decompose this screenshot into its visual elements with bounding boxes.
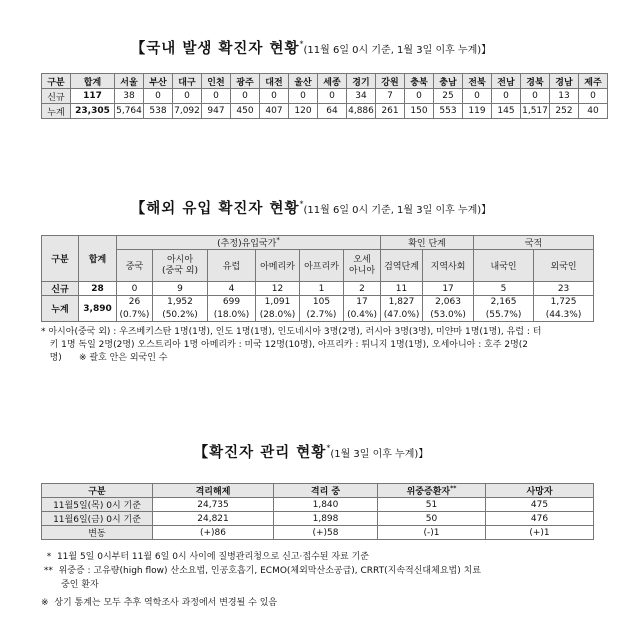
table-header-row bbox=[42, 236, 594, 250]
table-cell: 538 bbox=[144, 104, 173, 119]
table-cell: 0 bbox=[117, 282, 153, 296]
oceania-label: 오세 bbox=[353, 254, 371, 265]
table-cell: 5,764 bbox=[115, 104, 144, 119]
header-cell: 경남 bbox=[550, 74, 579, 89]
row-label: 11월6일(금) 0시 기준 bbox=[42, 512, 153, 526]
note-line: * 11월 5일 0시부터 11월 6일 0시 사이에 질병관리청으로 신고·접수된 자료 기준 bbox=[41, 552, 369, 562]
header-cell: 강원 bbox=[376, 74, 405, 89]
table-header-row bbox=[42, 484, 594, 498]
section1-title-sup: * bbox=[299, 39, 304, 49]
table-cell: 1 bbox=[300, 282, 344, 296]
table-cell: 0 bbox=[144, 89, 173, 104]
section1-title bbox=[0, 37, 622, 58]
header-cell: 대전 bbox=[260, 74, 289, 89]
table-row bbox=[42, 498, 594, 512]
header-cell: 전남 bbox=[492, 74, 521, 89]
table-cell: 0 bbox=[231, 89, 260, 104]
table-cell: 13 bbox=[550, 89, 579, 104]
header-nation-group: 국적 bbox=[474, 236, 594, 250]
note-line: ** 위중증 : 고유량(high flow) 산소요법, 인공호흡기, ECMO(체외막산소공급), CRRT(지속적신대체요법) 치료 bbox=[41, 566, 481, 576]
table-cell: 407 bbox=[260, 104, 289, 119]
management-notes bbox=[41, 550, 481, 610]
table-cell: 2,165 bbox=[474, 296, 534, 309]
row-label: 누계 bbox=[42, 104, 71, 119]
table-cell: 261 bbox=[376, 104, 405, 119]
header-cell: 합계 bbox=[71, 74, 115, 89]
table-cell: 450 bbox=[231, 104, 260, 119]
table-row-new bbox=[42, 282, 594, 296]
note-line: 중인 환자 bbox=[41, 580, 99, 590]
asia-label: 아시아 bbox=[166, 254, 194, 265]
header-cell: 중국 bbox=[117, 250, 153, 282]
row-label: 11월5일(목) 0시 기준 bbox=[42, 498, 153, 512]
table-cell: (0.7%) bbox=[117, 309, 153, 322]
note-line: 명) ※ 괄호 안은 외국인 수 bbox=[41, 353, 168, 363]
origin-group-label: (추정)유입국가 bbox=[217, 239, 277, 249]
table-cell: (53.0%) bbox=[423, 309, 474, 322]
header-cell: 구분 bbox=[42, 74, 71, 89]
header-cell: 울산 bbox=[289, 74, 318, 89]
table-cell: 947 bbox=[202, 104, 231, 119]
section3-title bbox=[0, 441, 622, 462]
table-cell: (47.0%) bbox=[381, 309, 423, 322]
table-cell: 0 bbox=[260, 89, 289, 104]
table-cell: 1,840 bbox=[274, 498, 378, 512]
table-cell: 476 bbox=[486, 512, 594, 526]
table-row-cumulative bbox=[42, 104, 608, 119]
table-cell: 34 bbox=[347, 89, 376, 104]
table-cell: (55.7%) bbox=[474, 309, 534, 322]
header-cell: 전북 bbox=[463, 74, 492, 89]
table-cell: 11 bbox=[381, 282, 423, 296]
table-cell: 475 bbox=[486, 498, 594, 512]
header-cell bbox=[153, 250, 208, 282]
section2-title-sup: * bbox=[299, 199, 304, 209]
table-cell: (0.4%) bbox=[344, 309, 381, 322]
table-row bbox=[42, 512, 594, 526]
table-cell: 25 bbox=[434, 89, 463, 104]
table-cell: (28.0%) bbox=[256, 309, 300, 322]
table-row-cumulative bbox=[42, 296, 594, 309]
asia-label-2: (중국 외) bbox=[162, 265, 198, 276]
header-cell: 인천 bbox=[202, 74, 231, 89]
table-cell: 12 bbox=[256, 282, 300, 296]
header-cell: 경기 bbox=[347, 74, 376, 89]
header-cell: 검역단계 bbox=[381, 250, 423, 282]
critical-label: 위중증환자 bbox=[406, 487, 451, 497]
table-cell: 50 bbox=[378, 512, 486, 526]
header-cell bbox=[378, 484, 486, 498]
section3-title-main: 【확진자 관리 현황 bbox=[193, 445, 327, 461]
section2-title bbox=[0, 197, 622, 218]
header-cell: 부산 bbox=[144, 74, 173, 89]
header-cell: 제주 bbox=[579, 74, 608, 89]
note-line: ※ 상기 통계는 모두 추후 역학조사 과정에서 변경될 수 있음 bbox=[41, 598, 278, 608]
table-cell: 26 bbox=[117, 296, 153, 309]
table-header-row bbox=[42, 74, 608, 89]
header-gubun: 구분 bbox=[42, 236, 79, 282]
table-cell: 0 bbox=[521, 89, 550, 104]
table-cell: 17 bbox=[344, 296, 381, 309]
table-cell: 23,305 bbox=[71, 104, 115, 119]
header-cell: 아메리카 bbox=[256, 250, 300, 282]
header-total: 합계 bbox=[79, 236, 117, 282]
table-cell: 1,827 bbox=[381, 296, 423, 309]
table-row-new bbox=[42, 89, 608, 104]
table-cell: (44.3%) bbox=[534, 309, 594, 322]
header-cell: 충남 bbox=[434, 74, 463, 89]
header-cell bbox=[344, 250, 381, 282]
header-cell: 사망자 bbox=[486, 484, 594, 498]
table-cell: (+)1 bbox=[486, 526, 594, 540]
origin-group-sup: * bbox=[276, 236, 280, 244]
table-cell: (2.7%) bbox=[300, 309, 344, 322]
table-cell: 120 bbox=[289, 104, 318, 119]
table-cell: 38 bbox=[115, 89, 144, 104]
table-cell: 0 bbox=[318, 89, 347, 104]
table-cell: 7,092 bbox=[173, 104, 202, 119]
table-cell: (-)1 bbox=[378, 526, 486, 540]
overseas-cases-table bbox=[41, 235, 594, 322]
row-label: 신규 bbox=[42, 282, 79, 296]
table-cell: 145 bbox=[492, 104, 521, 119]
table-cell: 4 bbox=[208, 282, 256, 296]
header-cell: 외국인 bbox=[534, 250, 594, 282]
table-cell: 5 bbox=[474, 282, 534, 296]
section1-title-main: 【국내 발생 확진자 현황 bbox=[130, 41, 300, 57]
table-cell: 9 bbox=[153, 282, 208, 296]
note-line: 키 1명 독일 2명(2명) 오스트리아 1명 아메리카 : 미국 12명(10명), 아프리카 : 튀니지 1명(1명), 오세아니아 : 호주 2명(2 bbox=[41, 340, 529, 350]
row-label: 누계 bbox=[42, 296, 79, 322]
critical-sup: ** bbox=[450, 485, 457, 492]
table-cell: 252 bbox=[550, 104, 579, 119]
table-cell: 24,821 bbox=[153, 512, 274, 526]
header-cell: 격리해제 bbox=[153, 484, 274, 498]
table-cell: (+)86 bbox=[153, 526, 274, 540]
table-cell: 28 bbox=[79, 282, 117, 296]
table-row-percent bbox=[42, 309, 594, 322]
table-cell: 1,898 bbox=[274, 512, 378, 526]
table-cell: 553 bbox=[434, 104, 463, 119]
row-label: 신규 bbox=[42, 89, 71, 104]
header-cell: 대구 bbox=[173, 74, 202, 89]
table-cell: 117 bbox=[71, 89, 115, 104]
table-cell: 3,890 bbox=[79, 296, 117, 322]
header-cell: 세종 bbox=[318, 74, 347, 89]
table-cell: 40 bbox=[579, 104, 608, 119]
domestic-cases-table bbox=[41, 73, 608, 119]
header-cell: 경북 bbox=[521, 74, 550, 89]
case-management-table bbox=[41, 483, 594, 540]
header-cell: 아프리카 bbox=[300, 250, 344, 282]
table-cell: 0 bbox=[202, 89, 231, 104]
table-cell: 1,725 bbox=[534, 296, 594, 309]
header-cell: 격리 중 bbox=[274, 484, 378, 498]
table-cell: 1,091 bbox=[256, 296, 300, 309]
table-row-change bbox=[42, 526, 594, 540]
table-cell: 0 bbox=[463, 89, 492, 104]
table-cell: 105 bbox=[300, 296, 344, 309]
table-cell: 0 bbox=[579, 89, 608, 104]
header-cell: 내국인 bbox=[474, 250, 534, 282]
section2-title-main: 【해외 유입 확진자 현황 bbox=[130, 201, 300, 217]
table-cell: (18.0%) bbox=[208, 309, 256, 322]
section1-title-sub: (11월 6일 0시 기준, 1월 3일 이후 누계)】 bbox=[303, 45, 492, 56]
table-cell: 0 bbox=[405, 89, 434, 104]
table-cell: 23 bbox=[534, 282, 594, 296]
table-cell: 2,063 bbox=[423, 296, 474, 309]
note-line: * 아시아(중국 외) : 우즈베키스탄 1명(1명), 인도 1명(1명), 인도네시아 3명(2명), 러시아 3명(3명), 미얀마 1명(1명), 유럽 : 터 bbox=[41, 327, 542, 337]
table-subheader-row bbox=[42, 250, 594, 282]
overseas-notes bbox=[41, 326, 541, 365]
table-cell: 17 bbox=[423, 282, 474, 296]
header-cell: 지역사회 bbox=[423, 250, 474, 282]
header-cell: 충북 bbox=[405, 74, 434, 89]
section3-title-sub: (1월 3일 이후 누계)】 bbox=[330, 449, 429, 460]
header-cell: 유럽 bbox=[208, 250, 256, 282]
table-cell: 64 bbox=[318, 104, 347, 119]
table-cell: 51 bbox=[378, 498, 486, 512]
table-cell: 7 bbox=[376, 89, 405, 104]
table-cell: 150 bbox=[405, 104, 434, 119]
table-cell: 119 bbox=[463, 104, 492, 119]
table-cell: 0 bbox=[492, 89, 521, 104]
section2-title-sub: (11월 6일 0시 기준, 1월 3일 이후 누계)】 bbox=[303, 205, 492, 216]
header-cell: 구분 bbox=[42, 484, 153, 498]
table-cell: 2 bbox=[344, 282, 381, 296]
table-cell: (50.2%) bbox=[153, 309, 208, 322]
row-label: 변동 bbox=[42, 526, 153, 540]
section3-title-sup: * bbox=[326, 443, 331, 453]
header-cell: 광주 bbox=[231, 74, 260, 89]
oceania-label-2: 아니아 bbox=[348, 265, 376, 276]
header-cell: 서울 bbox=[115, 74, 144, 89]
table-cell: 24,735 bbox=[153, 498, 274, 512]
table-cell: 699 bbox=[208, 296, 256, 309]
table-cell: 0 bbox=[173, 89, 202, 104]
header-origin-group bbox=[117, 236, 381, 250]
table-cell: 1,517 bbox=[521, 104, 550, 119]
table-cell: (+)58 bbox=[274, 526, 378, 540]
table-cell: 0 bbox=[289, 89, 318, 104]
table-cell: 4,886 bbox=[347, 104, 376, 119]
header-confirm-group: 확인 단계 bbox=[381, 236, 474, 250]
table-cell: 1,952 bbox=[153, 296, 208, 309]
